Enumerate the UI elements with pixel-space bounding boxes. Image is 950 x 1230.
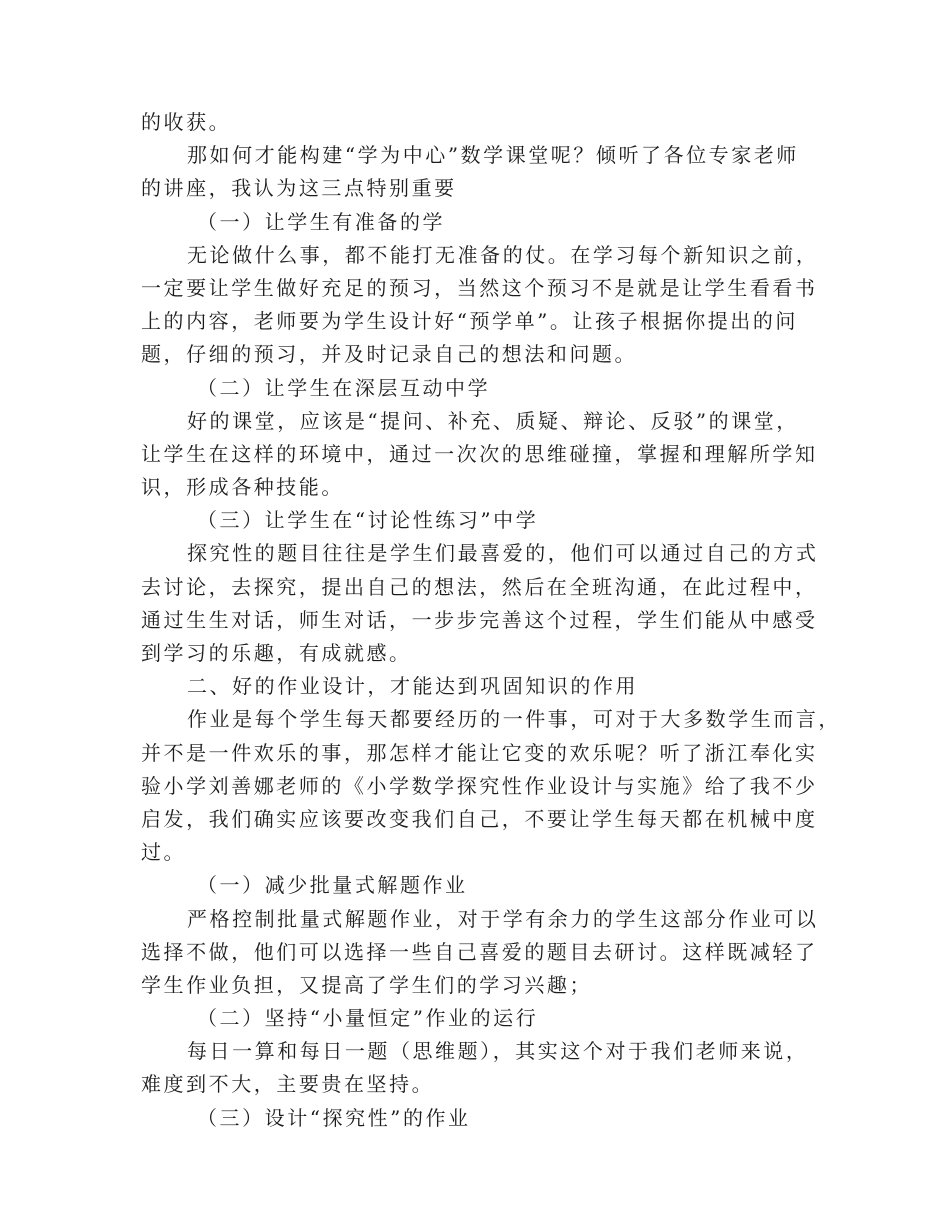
section-heading-line: （二）让学生在深层互动中学 <box>197 375 491 400</box>
text-line: 那如何才能构建“学为中心”数学课堂呢？倾听了各位专家老师 <box>187 143 799 168</box>
text-line: 过。 <box>141 840 187 865</box>
text-line: 通过生生对话，师生对话，一步步完善这个过程，学生们能从中感受 <box>141 607 818 632</box>
text-line: 识，形成各种技能。 <box>141 475 344 500</box>
text-line: 启发，我们确实应该要改变我们自己，不要让学生每天都在机械中度 <box>141 806 818 831</box>
section-heading-line: （一）让学生有准备的学 <box>197 209 446 234</box>
text-line: 到学习的乐趣，有成就感。 <box>141 641 412 665</box>
text-line: 一定要让学生做好充足的预习，当然这个预习不是就是让学生看看书 <box>141 275 818 300</box>
section-heading-line: （二）坚持“小量恒定”作业的运行 <box>197 1006 539 1031</box>
text-line: 学生作业负担，又提高了学生们的学习兴趣； <box>141 972 592 997</box>
text-line: 验小学刘善娜老师的《小学数学探究性作业设计与实施》给了我不少 <box>141 773 818 798</box>
text-line: 难度到不大，主要贵在坚持。 <box>141 1072 435 1097</box>
section-heading-line: （三）设计“探究性”的作业 <box>197 1105 471 1130</box>
text-line: 每日一算和每日一题（思维题），其实这个对于我们老师来说， <box>187 1039 809 1064</box>
text-line: 并不是一件欢乐的事，那怎样才能让它变的欢乐呢？听了浙江奉化实 <box>141 740 818 765</box>
text-line: 的收获。 <box>141 110 232 134</box>
text-line: 无论做什么事，都不能打无准备的仗。在学习每个新知识之前， <box>187 242 819 267</box>
text-line: 上的内容，老师要为学生设计好“预学单”。让孩子根据你提出的问 <box>141 309 798 334</box>
text-line: 好的课堂，应该是“提问、补充、质疑、辩论、反驳”的课堂， <box>187 408 799 433</box>
text-line: 让学生在这样的环境中，通过一次次的思维碰撞，掌握和理解所学知 <box>141 441 818 466</box>
text-line: 去讨论，去探究，提出自己的想法，然后在全班沟通，在此过程中， <box>141 574 818 599</box>
text-line: 选择不做，他们可以选择一些自己喜爱的题目去研讨。这样既减轻了 <box>141 939 818 964</box>
text-line: 严格控制批量式解题作业，对于学有余力的学生这部分作业可以 <box>187 906 819 931</box>
text-line: 的讲座，我认为这三点特别重要 <box>141 176 457 201</box>
section-heading-line: （一）减少批量式解题作业 <box>197 873 468 898</box>
text-line: 作业是每个学生每天都要经历的一件事，可对于大多数学生而言， <box>187 707 841 732</box>
text-line: 探究性的题目往往是学生们最喜爱的，他们可以通过自己的方式 <box>187 541 819 566</box>
document-body <box>141 106 841 1135</box>
section-heading-line: （三）让学生在“讨论性练习”中学 <box>197 508 539 533</box>
text-line: 二、好的作业设计，才能达到巩固知识的作用 <box>187 674 638 699</box>
text-line: 题，仔细的预习，并及时记录自己的想法和问题。 <box>141 342 638 367</box>
